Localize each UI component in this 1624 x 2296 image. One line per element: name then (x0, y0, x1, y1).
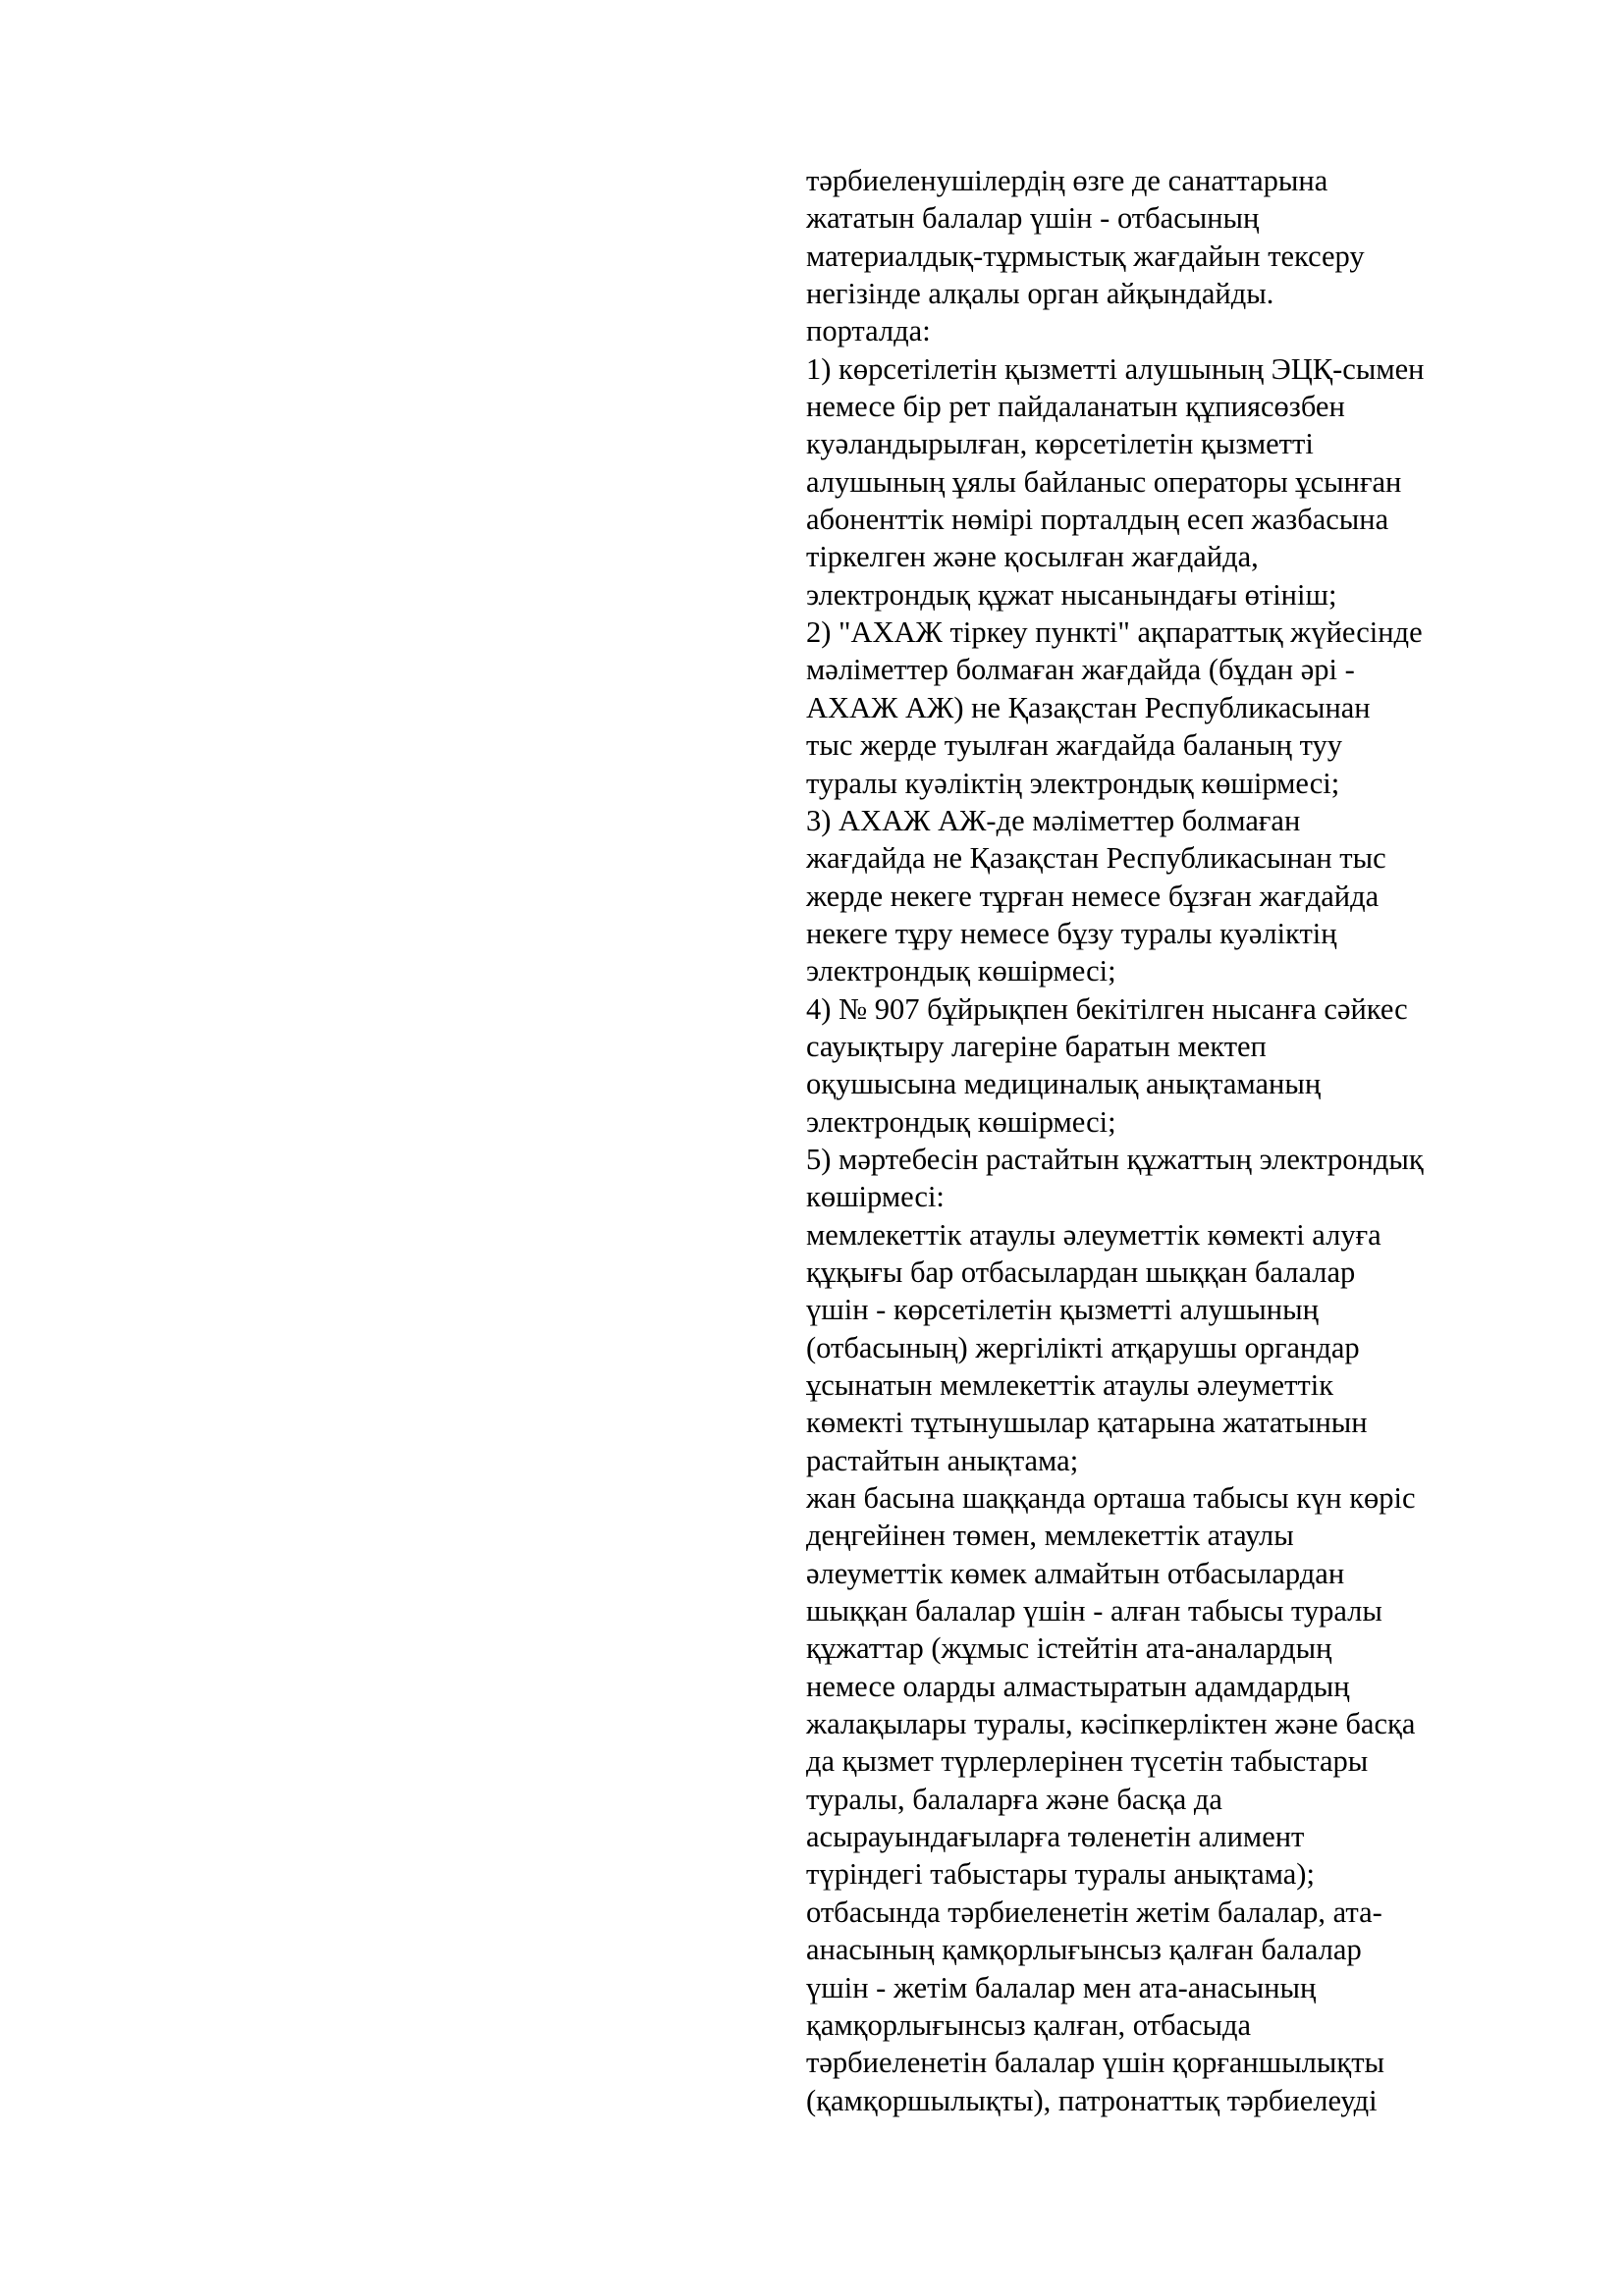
text-line: 4) № 907 бұйрықпен бекітілген нысанға сәйкес (806, 991, 1408, 1026)
text-line: абоненттік нөмірі порталдың есеп жазбасына (806, 503, 1389, 537)
text-line: туралы, балаларға және басқа да (806, 1782, 1222, 1816)
text-line: (қамқоршылықты), патронаттық тәрбиелеуді (806, 2083, 1378, 2117)
text-line: АХАЖ АЖ) не Қазақстан Республикасынан (806, 690, 1371, 724)
text-line: электрондық құжат нысанындағы өтініш; (806, 577, 1337, 612)
text-line: некеге тұру немесе бұзу туралы куәліктің (806, 916, 1337, 950)
text-line: түріндегі табыстары туралы анықтама); (806, 1857, 1315, 1892)
text-line: әлеуметтік көмек алмайтын отбасылардан (806, 1556, 1345, 1590)
text-line: мәліметтер болмаған жағдайда (бұдан әрі - (806, 653, 1355, 687)
body-text (806, 162, 1513, 2119)
text-line: электрондық көшірмесі; (806, 954, 1116, 988)
text-line: 3) АХАЖ АЖ-де мәліметтер болмаған (806, 803, 1301, 837)
text-line: ұсынатын мемлекеттік атаулы әлеуметтік (806, 1368, 1334, 1402)
text-line: электрондық көшірмесі; (806, 1104, 1116, 1139)
text-line: отбасында тәрбиеленетін жетім балалар, ата- (806, 1895, 1382, 1929)
text-line: үшін - жетім балалар мен ата-анасының (806, 1970, 1317, 2004)
text-line: оқушысына медициналық анықтаманың (806, 1067, 1322, 1101)
text-line: (отбасының) жергілікті атқарушы органдар (806, 1330, 1360, 1364)
text-line: материалдық-тұрмыстық жағдайын тексеру (806, 239, 1365, 273)
text-line: немесе бір рет пайдаланатын құпиясөзбен (806, 390, 1345, 424)
text-line: жерде некеге тұрған немесе бұзған жағдайда (806, 879, 1380, 913)
text-line: тіркелген және қосылған жағдайда, (806, 540, 1259, 574)
text-line: порталда: (806, 314, 931, 348)
text-line: алушының ұялы байланыс операторы ұсынған (806, 464, 1402, 499)
text-line: құжаттар (жұмыс істейтін ата-аналардың (806, 1631, 1332, 1666)
text-line: қамқорлығынсыз қалған, отбасыда (806, 2007, 1252, 2042)
text-line: 1) көрсетілетін қызметті алушының ЭЦҚ-сымен (806, 351, 1425, 386)
text-line: асырауындағыларға төленетін алимент (806, 1820, 1305, 1854)
text-line: растайтын анықтама; (806, 1443, 1079, 1477)
text-line: тәрбиеленушілердің өзге де санаттарына (806, 164, 1328, 197)
text-line: тәрбиеленетін балалар үшін қорғаншылықты (806, 2046, 1385, 2080)
text-line: да қызмет түрлерлерінен түсетін табыстары (806, 1744, 1369, 1779)
text-line: құқығы бар отбасылардан шыққан балалар (806, 1255, 1356, 1289)
text-line: көмекті тұтынушылар қатарына жататынын (806, 1406, 1368, 1440)
text-line: жататын балалар үшін - отбасының (806, 201, 1260, 236)
text-line: деңгейінен төмен, мемлекеттік атаулы (806, 1519, 1294, 1553)
text-line: 2) "АХАЖ тіркеу пункті" ақпараттық жүйесінде (806, 615, 1423, 650)
text-line: көшірмесі: (806, 1180, 945, 1214)
text-line: 5) мәртебесін растайтын құжаттың электрондық (806, 1142, 1424, 1176)
text-line: куәландырылған, көрсетілетін қызметті (806, 427, 1314, 461)
text-line: үшін - көрсетілетін қызметті алушының (806, 1293, 1319, 1327)
text-line: жағдайда не Қазақстан Республикасынан тыс (806, 841, 1386, 876)
text-line: туралы куәліктің электрондық көшірмесі; (806, 766, 1340, 800)
text-line: немесе оларды алмастыратын адамдардың (806, 1669, 1350, 1703)
text-line: тыс жерде туылған жағдайда баланың туу (806, 728, 1343, 763)
text-line: мемлекеттік атаулы әлеуметтік көмекті алуға (806, 1217, 1381, 1252)
text-line: анасының қамқорлығынсыз қалған балалар (806, 1933, 1362, 1967)
text-line: жан басына шаққанда орташа табысы күн көріс (806, 1481, 1416, 1516)
text-line: жалақылары туралы, кәсіпкерліктен және басқа (806, 1707, 1416, 1741)
text-line: негізінде алқалы орган айқындайды. (806, 277, 1274, 311)
text-line: шыққан балалар үшін - алған табысы туралы (806, 1594, 1382, 1629)
text-line: сауықтыру лагеріне баратын мектеп (806, 1029, 1267, 1063)
